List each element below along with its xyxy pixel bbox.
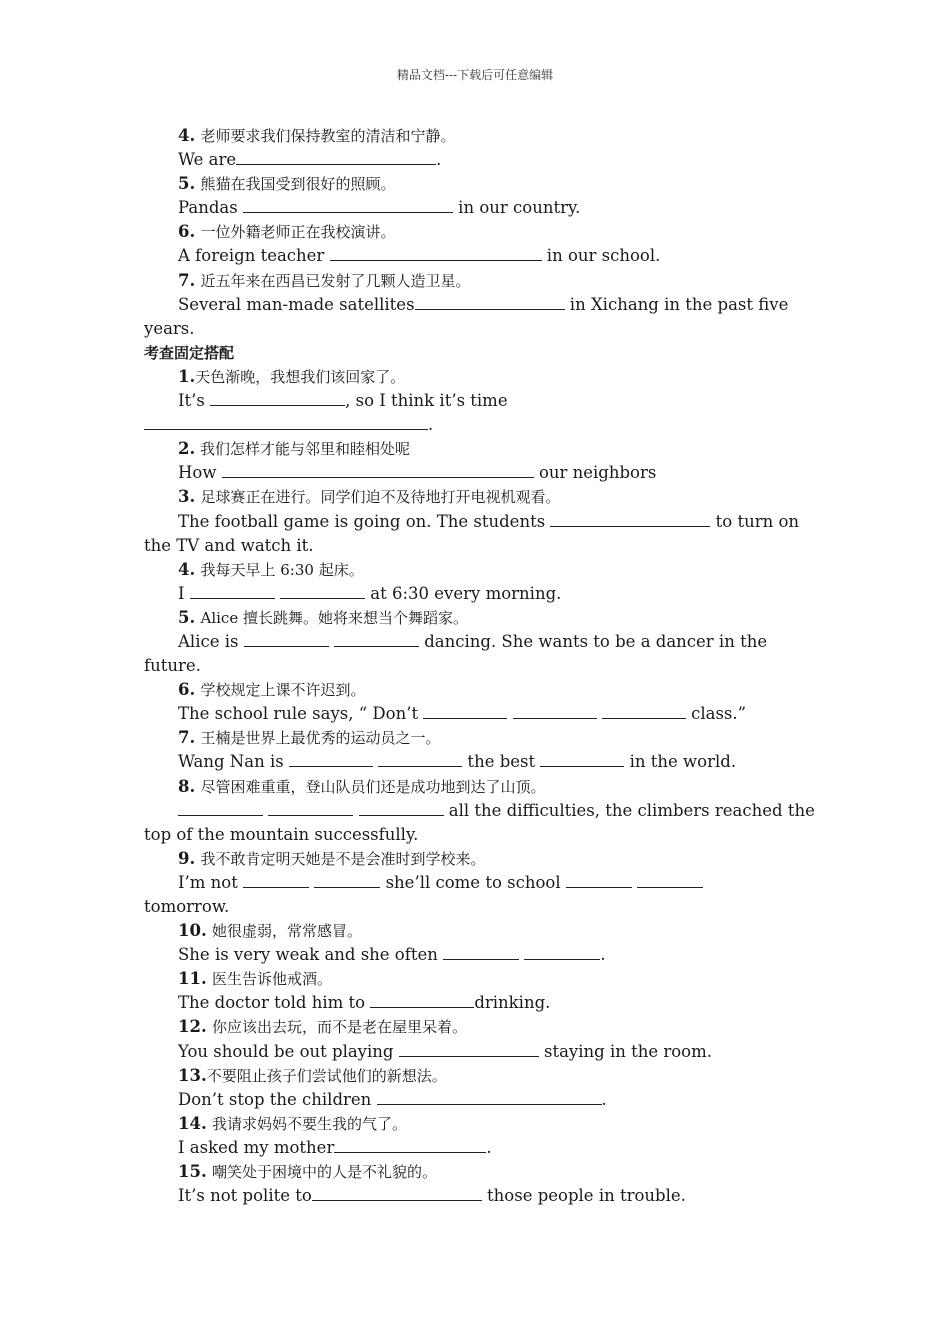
question-number: 4. <box>178 559 196 579</box>
question-7-english <box>144 293 804 317</box>
answer-blank[interactable] <box>178 800 263 816</box>
question-5b-english-cont: future. <box>144 656 201 676</box>
english-text: in the world. <box>624 752 737 772</box>
english-text: Don’t stop the children <box>178 1089 377 1109</box>
chinese-sentence: 不要阻止孩子们尝试他们的新想法。 <box>206 1066 447 1085</box>
english-text: Wang Nan is <box>178 752 289 772</box>
english-text: drinking. <box>474 993 551 1013</box>
answer-blank[interactable] <box>236 149 436 165</box>
english-text: class.” <box>685 704 747 724</box>
question-1-english <box>144 389 804 413</box>
english-text: those people in trouble. <box>481 1186 686 1206</box>
chinese-sentence: 一位外籍老师正在我校演讲。 <box>200 223 396 242</box>
question-7b-chinese <box>144 726 804 750</box>
english-text: I asked my mother <box>178 1137 335 1157</box>
question-6-chinese <box>144 220 804 244</box>
question-13-english <box>144 1088 804 1112</box>
chinese-sentence: 足球赛正在进行。同学们迫不及待地打开电视机观看。 <box>200 488 561 507</box>
question-number: 13. <box>178 1065 207 1085</box>
question-4-chinese <box>144 124 804 148</box>
question-4-english <box>144 148 804 172</box>
question-10-chinese <box>144 919 804 943</box>
answer-blank[interactable] <box>243 872 309 888</box>
question-number: 2. <box>178 439 196 459</box>
answer-blank[interactable] <box>222 462 534 478</box>
question-8-english <box>144 799 815 823</box>
question-1-chinese <box>144 365 804 389</box>
english-text: to turn on <box>710 511 800 531</box>
question-8-english-cont: top of the mountain successfully. <box>144 824 419 844</box>
answer-blank[interactable] <box>378 751 462 767</box>
answer-blank[interactable] <box>524 944 600 960</box>
english-text: The doctor told him to <box>178 993 371 1013</box>
answer-blank[interactable] <box>415 294 565 310</box>
answer-blank[interactable] <box>334 1137 486 1153</box>
chinese-sentence: 老师要求我们保持教室的清洁和宁静。 <box>200 127 456 145</box>
question-number: 4. <box>178 126 196 145</box>
answer-blank[interactable] <box>550 511 710 527</box>
question-6b-english <box>144 702 804 726</box>
question-4b-chinese <box>144 558 804 582</box>
chinese-sentence: 熊猫在我国受到很好的照顾。 <box>200 175 396 194</box>
question-14-chinese <box>144 1112 804 1136</box>
question-6-english <box>144 244 804 268</box>
question-11-chinese <box>144 967 804 991</box>
question-8-chinese <box>144 775 804 799</box>
english-text: I <box>178 583 190 603</box>
chinese-sentence: 你应该出去玩，而不是老在屋里呆着。 <box>211 1018 467 1037</box>
document-body <box>144 124 815 1208</box>
chinese-sentence: 学校规定上课不许迟到。 <box>200 681 366 700</box>
question-9-chinese <box>144 847 804 871</box>
chinese-sentence: 天色渐晚，我想我们该回家了。 <box>195 367 406 386</box>
english-text: Pandas <box>178 198 243 218</box>
chinese-sentence: 近五年来在西昌已发射了几颗人造卫星。 <box>200 271 471 290</box>
english-text: . <box>428 415 434 435</box>
question-number: 6. <box>178 222 196 242</box>
page-header: 精品文档---下载后可任意编辑 <box>396 68 554 82</box>
answer-blank[interactable] <box>244 631 329 647</box>
chinese-sentence: 她很虚弱，常常感冒。 <box>211 922 362 941</box>
question-10-english <box>144 943 804 967</box>
chinese-sentence: Alice 擅长跳舞。她将来想当个舞蹈家。 <box>200 608 468 627</box>
english-text: The football game is going on. The students <box>178 511 551 531</box>
english-text: She is very weak and she often <box>178 945 444 965</box>
english-text: . <box>486 1137 492 1157</box>
english-text: she’ll come to school <box>380 872 566 892</box>
question-12-chinese <box>144 1015 804 1039</box>
answer-blank[interactable] <box>334 631 419 647</box>
chinese-sentence: 我每天早上 6:30 起床。 <box>200 560 364 579</box>
section-heading: 考查固定搭配 <box>144 343 235 362</box>
answer-blank[interactable] <box>377 1089 602 1105</box>
english-text: A foreign teacher <box>178 246 330 266</box>
english-text: Several man-made satellites <box>178 294 415 314</box>
english-text: in Xichang in the past five <box>564 294 789 314</box>
question-number: 3. <box>178 487 196 507</box>
question-number: 6. <box>178 680 196 700</box>
english-text: . <box>601 1089 607 1109</box>
english-text: in our school. <box>541 246 661 266</box>
question-1-english-cont <box>144 413 804 437</box>
question-number: 12. <box>178 1017 207 1037</box>
english-text: dancing. She wants to be a dancer in the <box>418 631 768 651</box>
question-6b-chinese <box>144 678 804 702</box>
answer-blank[interactable] <box>144 414 428 430</box>
question-2-chinese <box>144 437 804 461</box>
question-4b-english <box>144 582 804 606</box>
english-text: It’s not polite to <box>178 1186 312 1206</box>
answer-blank[interactable] <box>423 703 507 719</box>
answer-blank[interactable] <box>268 800 353 816</box>
english-text: . <box>600 945 606 965</box>
question-number: 5. <box>178 174 196 194</box>
answer-blank[interactable] <box>314 872 380 888</box>
question-14-english <box>144 1136 804 1160</box>
question-7-chinese <box>144 269 804 293</box>
english-text: How <box>178 463 222 483</box>
english-text: I’m not <box>178 872 244 892</box>
question-3-english-cont: the TV and watch it. <box>144 535 314 555</box>
question-number: 7. <box>178 270 196 290</box>
answer-blank[interactable] <box>370 992 474 1008</box>
question-number: 8. <box>178 776 196 796</box>
answer-blank[interactable] <box>210 390 345 406</box>
answer-blank[interactable] <box>359 800 444 816</box>
question-number: 11. <box>178 969 207 989</box>
question-9-english <box>144 871 804 895</box>
question-9-english-cont: tomorrow. <box>144 897 230 916</box>
answer-blank[interactable] <box>243 197 453 213</box>
answer-blank[interactable] <box>330 245 542 261</box>
chinese-sentence: 嘲笑处于困境中的人是不礼貌的。 <box>211 1163 437 1182</box>
question-11-english <box>144 991 804 1015</box>
question-number: 14. <box>178 1113 207 1133</box>
answer-blank[interactable] <box>312 1185 482 1201</box>
english-text: in our country. <box>452 198 581 218</box>
question-12-english <box>144 1040 804 1064</box>
answer-blank[interactable] <box>280 583 365 599</box>
answer-blank[interactable] <box>540 751 624 767</box>
chinese-sentence: 尽管困难重重，登山队员们还是成功地到达了山顶。 <box>200 777 546 796</box>
answer-blank[interactable] <box>602 703 686 719</box>
english-text: . <box>436 150 442 170</box>
chinese-sentence: 我请求妈妈不要生我的气了。 <box>211 1114 407 1133</box>
question-number: 9. <box>178 848 196 868</box>
english-text: We are <box>178 150 237 170</box>
answer-blank[interactable] <box>566 872 632 888</box>
chinese-sentence: 医生告诉他戒酒。 <box>211 970 332 989</box>
chinese-sentence: 我不敢肯定明天她是不是会准时到学校来。 <box>200 849 486 868</box>
question-13-chinese <box>144 1064 804 1088</box>
question-number: 5. <box>178 607 196 627</box>
question-number: 1. <box>178 366 196 386</box>
answer-blank[interactable] <box>637 872 703 888</box>
english-text: It’s <box>178 391 211 411</box>
english-text: staying in the room. <box>538 1041 713 1061</box>
question-15-chinese <box>144 1160 804 1184</box>
english-text: our neighbors <box>533 463 657 483</box>
question-15-english <box>144 1184 804 1208</box>
question-5-english <box>144 196 804 220</box>
chinese-sentence: 王楠是世界上最优秀的运动员之一。 <box>200 729 441 748</box>
answer-blank[interactable] <box>399 1041 539 1057</box>
question-3-chinese <box>144 485 804 509</box>
english-text: The school rule says, “ Don’t <box>178 704 424 724</box>
question-3-english <box>144 510 804 534</box>
answer-blank[interactable] <box>190 583 275 599</box>
question-number: 10. <box>178 921 207 941</box>
answer-blank[interactable] <box>443 944 519 960</box>
question-7b-english <box>144 750 804 774</box>
english-text: all the difficulties, the climbers reached the <box>443 800 815 820</box>
chinese-sentence: 我们怎样才能与邻里和睦相处呢 <box>195 440 411 459</box>
question-5-chinese <box>144 172 804 196</box>
question-5b-english <box>144 630 804 654</box>
answer-blank[interactable] <box>289 751 373 767</box>
english-text: You should be out playing <box>178 1041 399 1061</box>
question-5b-chinese <box>144 606 804 630</box>
english-text: , so I think it’s time <box>345 391 508 411</box>
question-2-english <box>144 461 804 485</box>
answer-blank[interactable] <box>513 703 597 719</box>
question-7-english-cont: years. <box>144 318 195 338</box>
question-number: 7. <box>178 728 196 748</box>
english-text: Alice is <box>178 631 244 651</box>
english-text: at 6:30 every morning. <box>365 583 562 603</box>
question-number: 15. <box>178 1162 207 1182</box>
english-text: the best <box>462 752 541 772</box>
